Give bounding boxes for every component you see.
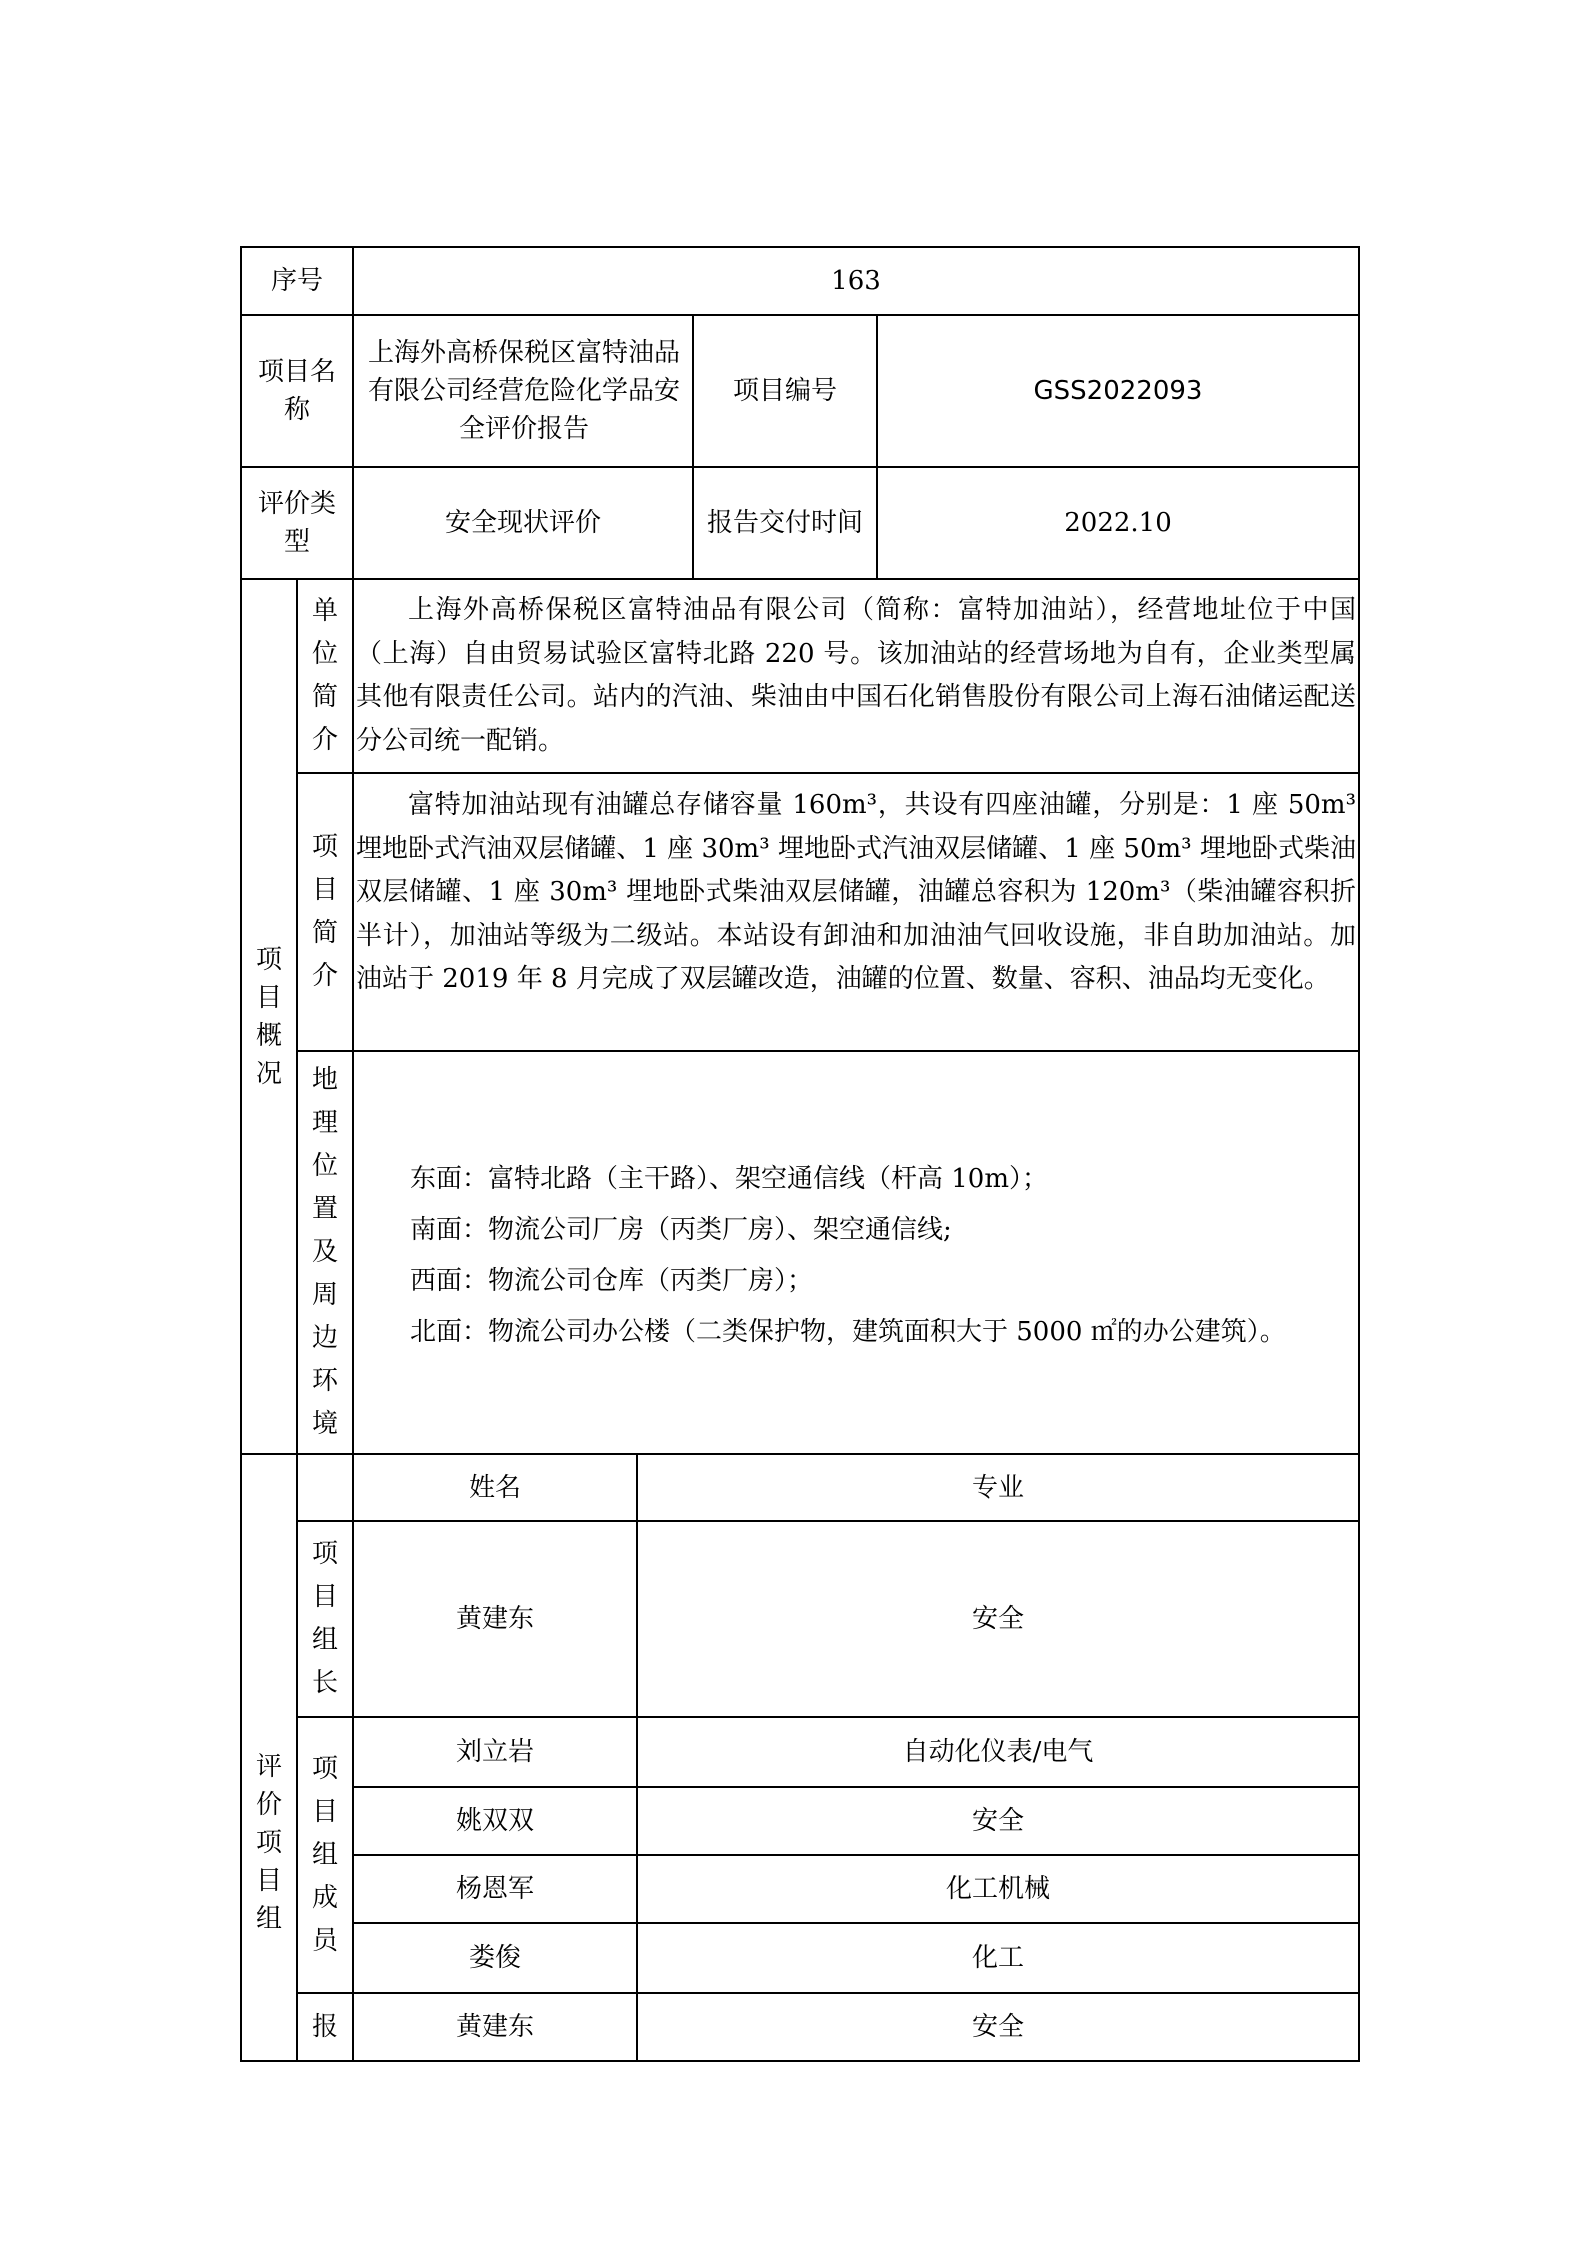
seq-value: 163 [831,266,881,296]
team-member-name: 杨恩军 [455,1874,534,1904]
delivery-time-label: 报告交付时间 [706,508,863,538]
team-member-name: 黄建东 [455,1604,534,1634]
row-divider [296,772,1360,774]
project-intro-label: 项目简介 [312,832,339,991]
delivery-time-value: 2022.10 [1064,508,1172,538]
row-divider [240,578,1360,580]
team-member-major: 安全 [971,1806,1024,1836]
overview-group-label: 项目概况 [255,944,282,1089]
project-name-value: 上海外高桥保税区富特油品有限公司经营危险化学品安全评价报告 [367,338,680,444]
surrounding-north: 北面：物流公司办公楼（二类保护物，建筑面积大于 5000 ㎡的办公建筑）。 [410,1317,1286,1347]
seq-label: 序号 [270,266,323,296]
surroundings-list [410,1154,1358,1358]
team-col-major: 专业 [971,1472,1024,1503]
team-member-major: 自动化仪表/电气 [902,1737,1094,1767]
team-group-label: 评价项目组 [255,1751,282,1934]
team-member-name: 刘立岩 [455,1737,534,1767]
table-border-right [1358,246,1360,2062]
team-member-major: 化工 [971,1943,1024,1973]
project-intro-text: 富特加油站现有油罐总存储容量 160m³，共设有四座油罐，分别是：1 座 50m³ 埋地卧式汽油双层储罐、1 座 30m³ 埋地卧式汽油双层储罐、1 座 50m³ 埋地卧式柴油双层储罐、1 座 30m³ 埋地卧式柴油双层储罐，油罐总容积为 120m³（柴油罐容积折半计），加油站等级为二级站。本站设有卸油和加油油气回收设施，非自助加油站。加油站于 2019 年 8 月完成了双层罐改造，油罐的位置、数量、容积、油品均无变化。 [356,790,1356,994]
unit-intro-label: 单位简介 [312,596,339,755]
eval-type-label: 评价类型 [257,489,336,557]
surrounding-south: 南面：物流公司厂房（丙类厂房）、架空通信线; [410,1215,952,1245]
table-border-bottom [240,2060,1360,2062]
team-col-name: 姓名 [468,1472,521,1503]
report-label: 报 [311,2012,338,2042]
surrounding-east: 东面：富特北路（主干路）、架空通信线（杆高 10m）； [410,1164,1049,1194]
project-name-label: 项目名称 [257,357,336,425]
col-divider [352,1050,354,1453]
row-divider [296,1050,1360,1052]
team-member-name: 黄建东 [455,2012,534,2042]
unit-intro-text: 上海外高桥保税区富特油品有限公司（简称：富特加油站），经营地址位于中国（上海）自由贸易试验区富特北路 220 号。该加油站的经营场地为自有，企业类型属其他有限责任公司。站内的汽油、柴油由中国石化销售股份有限公司上海石油储运配送分公司统一配销。 [356,595,1356,756]
surrounding-west: 西面：物流公司仓库（丙类厂房）； [410,1266,814,1296]
project-code-label: 项目编号 [732,376,837,406]
team-member-major: 化工机械 [945,1874,1050,1904]
location-env-label: 地理位置及周边环境 [312,1065,339,1439]
leader-label: 项目组长 [312,1539,339,1698]
team-member-name: 娄俊 [468,1943,521,1973]
member-label: 项目组成员 [312,1753,339,1956]
project-code-value: GSS2022093 [1033,376,1203,406]
team-member-name: 姚双双 [455,1806,534,1836]
team-member-major: 安全 [971,2012,1024,2042]
col-divider [352,578,354,1050]
eval-type-value: 安全现状评价 [444,508,601,538]
team-member-major: 安全 [971,1604,1024,1634]
